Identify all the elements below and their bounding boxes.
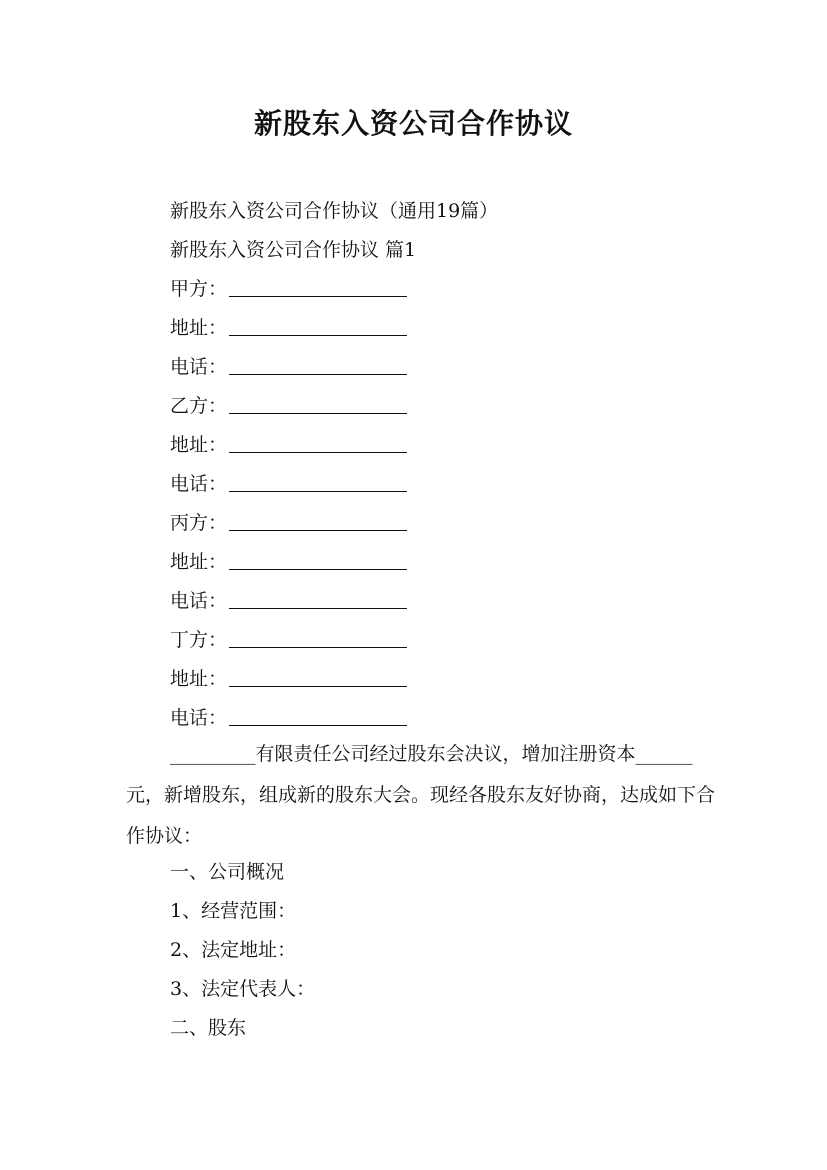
- field-label: 地址：: [170, 668, 228, 690]
- field-label: 地址：: [170, 434, 228, 456]
- section-shareholders: 二、股东: [170, 1017, 247, 1039]
- field-party-c: [170, 510, 407, 536]
- field-address-c: [170, 549, 407, 575]
- field-party-d: [170, 627, 407, 653]
- field-label: 丁方：: [170, 629, 228, 651]
- fill-blank: [229, 512, 407, 531]
- field-phone-c: [170, 588, 407, 614]
- company-name-blank: _________: [170, 743, 256, 765]
- fill-blank: [229, 395, 407, 414]
- fill-blank: [229, 590, 407, 609]
- fill-blank: [229, 707, 407, 726]
- field-phone-a: [170, 354, 407, 380]
- field-party-b: [170, 393, 407, 419]
- field-address-a: [170, 315, 407, 341]
- field-label: 丙方：: [170, 512, 228, 534]
- field-phone-d: [170, 705, 407, 731]
- field-label: 电话：: [170, 590, 228, 612]
- document-title: 新股东入资公司合作协议: [253, 107, 573, 140]
- field-label: 电话：: [170, 707, 228, 729]
- paragraph-text-part1: 有限责任公司经过股东会决议，增加注册资本: [255, 743, 636, 765]
- section-heading: 新股东入资公司合作协议 篇1: [170, 239, 417, 261]
- intro-paragraph: [126, 734, 716, 857]
- paragraph-text-part2: 元，新增股东，组成新的股东大会。现经各股东友好协商，达成如下合作协议：: [126, 784, 716, 847]
- fill-blank: [229, 317, 407, 336]
- field-address-b: [170, 432, 407, 458]
- fill-blank: [229, 278, 407, 297]
- field-phone-b: [170, 471, 407, 497]
- field-label: 电话：: [170, 473, 228, 495]
- item-legal-representative: 3、法定代表人：: [170, 978, 316, 1000]
- section-company-overview: 一、公司概况: [170, 861, 285, 883]
- fill-blank: [229, 629, 407, 648]
- fill-blank: [229, 473, 407, 492]
- field-label: 乙方：: [170, 395, 228, 417]
- fill-blank: [229, 668, 407, 687]
- field-party-a: [170, 276, 407, 302]
- field-address-d: [170, 666, 407, 692]
- document-subtitle: 新股东入资公司合作协议（通用19篇）: [170, 200, 499, 222]
- fill-blank: [229, 434, 407, 453]
- field-label: 地址：: [170, 551, 228, 573]
- item-business-scope: 1、经营范围：: [170, 900, 297, 922]
- capital-amount-blank: ______: [635, 743, 693, 765]
- item-legal-address: 2、法定地址：: [170, 939, 297, 961]
- field-label: 电话：: [170, 356, 228, 378]
- fill-blank: [229, 356, 407, 375]
- field-label: 甲方：: [170, 278, 228, 300]
- fill-blank: [229, 551, 407, 570]
- field-label: 地址：: [170, 317, 228, 339]
